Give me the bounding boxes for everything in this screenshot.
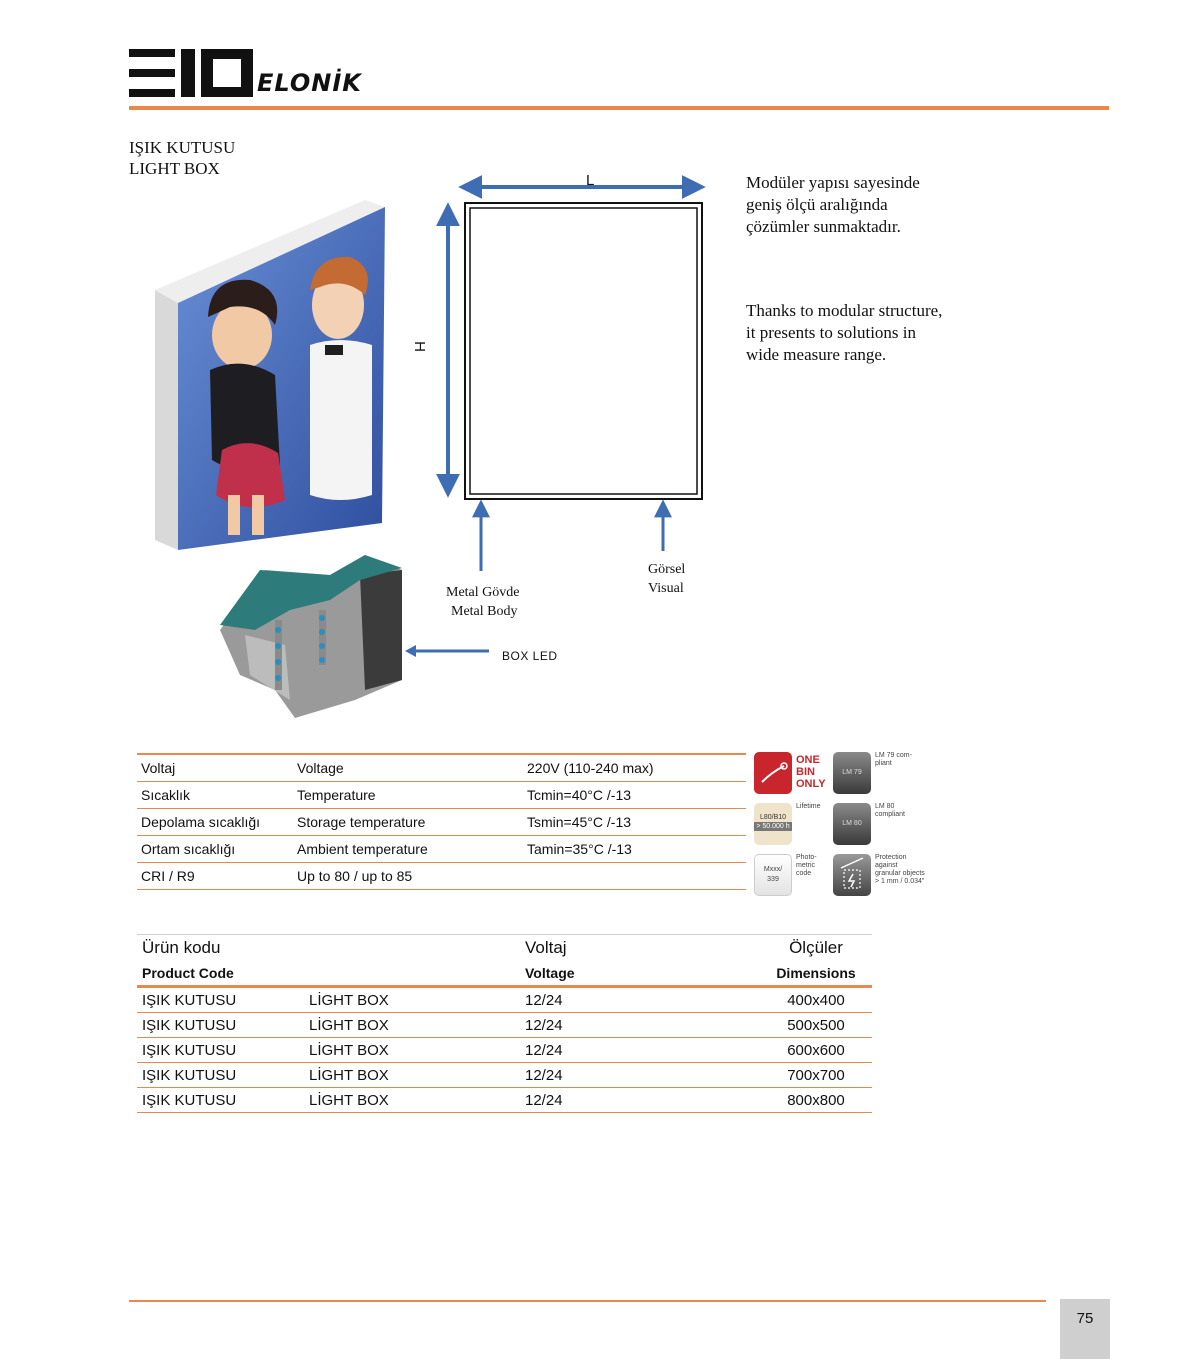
header-voltage-en: Voltage — [520, 961, 760, 987]
product-voltage: 12/24 — [520, 1063, 760, 1088]
product-title-en: LIGHT BOX — [129, 159, 220, 178]
one-bin-line: ONLY — [796, 778, 826, 790]
photometric-text-line: Photo- — [796, 854, 817, 861]
spec-row — [137, 782, 746, 809]
product-name: LİGHT BOX — [304, 1013, 520, 1038]
header-dimensions-tr: Ölçüler — [760, 935, 872, 962]
header-blank — [304, 935, 520, 962]
dimension-label-l: L — [586, 172, 595, 189]
photometric-icon-line: 339 — [767, 876, 779, 883]
lm80-icon — [833, 803, 871, 845]
header-dimensions-en: Dimensions — [760, 961, 872, 987]
product-dimensions: 600x600 — [760, 1038, 872, 1063]
description-tr-line: geniş ölçü aralığında — [746, 195, 888, 214]
protection-text-line: Protection — [875, 854, 907, 861]
lifetime-icon — [754, 803, 792, 845]
spec-row — [137, 754, 746, 782]
spec-value: Tamin=35°C /-13 — [523, 836, 746, 863]
product-code: IŞIK KUTUSU — [137, 1063, 304, 1088]
product-dimensions: 800x800 — [760, 1088, 872, 1113]
light-box-photo — [150, 195, 390, 555]
spec-row — [137, 809, 746, 836]
spec-value — [523, 863, 746, 890]
box-led-label: BOX LED — [502, 649, 558, 663]
spec-label-tr: Voltaj — [137, 754, 293, 782]
dimension-diagram — [405, 165, 715, 515]
lm80-text — [875, 803, 905, 819]
product-voltage: 12/24 — [520, 1038, 760, 1063]
table-row — [137, 1088, 872, 1113]
lifetime-icon-line: L80/B10 — [759, 814, 787, 821]
product-title-tr: IŞIK KUTUSU — [129, 138, 236, 157]
lifetime-icon-line: > 50.000 h — [754, 822, 792, 831]
page-number-box — [1060, 1299, 1110, 1359]
visual-label-tr: Görsel — [648, 562, 686, 577]
table-row — [137, 1063, 872, 1088]
one-bin-line: BIN — [796, 766, 815, 778]
one-bin-icon — [754, 752, 792, 794]
product-table — [137, 934, 872, 1113]
lm79-icon-label: LM 79 — [842, 769, 862, 776]
product-table-header-en — [137, 961, 872, 987]
description-en-line: it presents to solutions in — [746, 323, 916, 342]
lm79-icon — [833, 752, 871, 794]
lm80-text-line: compliant — [875, 811, 905, 818]
header-code-tr: Ürün kodu — [137, 935, 304, 962]
product-code: IŞIK KUTUSU — [137, 1038, 304, 1063]
product-name: LİGHT BOX — [304, 1063, 520, 1088]
spec-value: Tsmin=45°C /-13 — [523, 809, 746, 836]
table-row — [137, 987, 872, 1013]
spec-label-en: Voltage — [293, 754, 523, 782]
header-blank — [304, 961, 520, 987]
spec-label-tr: Ortam sıcaklığı — [137, 836, 293, 863]
spec-value: 220V (110-240 max) — [523, 754, 746, 782]
spec-label-en: Up to 80 / up to 85 — [293, 863, 523, 890]
spec-label-tr: Depolama sıcaklığı — [137, 809, 293, 836]
photometric-text-line: code — [796, 870, 812, 877]
photometric-text-line: metric — [796, 862, 816, 869]
lm80-icon-label: LM 80 — [842, 820, 862, 827]
description-tr-line: Modüler yapısı sayesinde — [746, 173, 920, 192]
brand-name: ELONİK — [257, 69, 362, 97]
protection-text — [875, 854, 925, 886]
protection-text-line: against — [875, 862, 898, 869]
one-bin-text — [796, 754, 826, 790]
description-tr-line: çözümler sunmaktadır. — [746, 217, 901, 236]
protection-text-line: granular objects — [875, 870, 925, 877]
lm80-text-line: LM 80 — [875, 803, 895, 810]
description-en-line: wide measure range. — [746, 345, 887, 364]
visual-label-en: Visual — [648, 581, 684, 596]
product-dimensions: 700x700 — [760, 1063, 872, 1088]
elo-logo-mark — [129, 47, 254, 99]
product-voltage: 12/24 — [520, 987, 760, 1013]
box-outline-outer — [465, 203, 702, 499]
photometric-icon — [754, 854, 792, 896]
specs-table — [137, 753, 746, 890]
spec-label-en: Ambient temperature — [293, 836, 523, 863]
spec-label-en: Storage temperature — [293, 809, 523, 836]
header-rule — [129, 106, 1109, 110]
dimension-label-h: H — [410, 341, 428, 352]
lm79-text — [875, 752, 912, 768]
protection-icon — [833, 854, 871, 896]
brand-logo — [129, 47, 369, 99]
photometric-icon-line: Mxxx/ — [763, 866, 783, 873]
footer-rule — [129, 1300, 1046, 1302]
spec-row — [137, 836, 746, 863]
product-name: LİGHT BOX — [304, 1088, 520, 1113]
table-row — [137, 1038, 872, 1063]
product-code: IŞIK KUTUSU — [137, 1013, 304, 1038]
photometric-text — [796, 854, 817, 878]
product-table-header-tr — [137, 935, 872, 962]
box-outline-inner — [470, 208, 697, 494]
description-en — [746, 300, 942, 366]
description-en-line: Thanks to modular structure, — [746, 301, 943, 320]
metal-body-label-tr: Metal Gövde — [446, 585, 520, 600]
lm79-text-line: LM 79 com- — [875, 752, 912, 759]
product-voltage: 12/24 — [520, 1013, 760, 1038]
lifetime-text: Lifetime — [796, 803, 821, 810]
spec-label-en: Temperature — [293, 782, 523, 809]
product-dimensions: 400x400 — [760, 987, 872, 1013]
product-name: LİGHT BOX — [304, 987, 520, 1013]
metal-body-label-en: Metal Body — [451, 604, 518, 619]
header-code-en: Product Code — [137, 961, 304, 987]
product-voltage: 12/24 — [520, 1088, 760, 1113]
protection-text-line: > 1 mm / 0.034" — [875, 878, 925, 885]
one-bin-line: ONE — [796, 754, 820, 766]
product-dimensions: 500x500 — [760, 1013, 872, 1038]
pointer-arrows — [460, 495, 680, 575]
spec-label-tr: Sıcaklık — [137, 782, 293, 809]
table-row — [137, 1013, 872, 1038]
spec-row — [137, 863, 746, 890]
page-number: 75 — [1076, 1310, 1094, 1327]
product-name: LİGHT BOX — [304, 1038, 520, 1063]
product-code: IŞIK KUTUSU — [137, 987, 304, 1013]
spec-value: Tcmin=40°C /-13 — [523, 782, 746, 809]
lm79-text-line: pliant — [875, 760, 892, 767]
box-led-arrow — [405, 643, 490, 659]
spec-label-tr: CRI / R9 — [137, 863, 293, 890]
header-voltage-tr: Voltaj — [520, 935, 760, 962]
product-code: IŞIK KUTUSU — [137, 1088, 304, 1113]
description-tr — [746, 172, 920, 238]
box-led-illustration — [215, 550, 415, 722]
